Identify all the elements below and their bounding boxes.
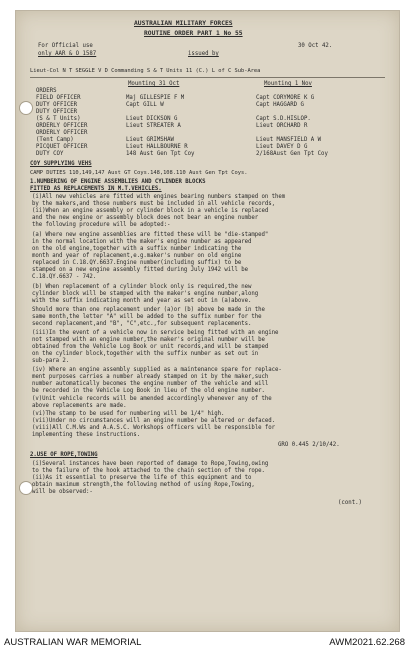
body-line: (v)Unit vehicle records will be amended accordingly whenever any of the xyxy=(32,396,272,402)
duty-role: PICQUET OFFICER xyxy=(36,144,88,150)
body-line: on the cylinder block,together with the suffix number as set out in xyxy=(32,351,259,357)
body-line: not stamped with an engine number,the maker's original number will be xyxy=(32,337,265,343)
body-line: be recorded in the Vehicle Log Book in lieu of the old engine number. xyxy=(32,388,265,394)
body-line: (ii)When an engine assembly or cylinder block in a vehicle is replaced xyxy=(32,208,269,214)
duty-officer-b: Lieut DAVEY D G xyxy=(256,144,308,150)
body-line: cylinder block will be stamped with the maker's engine number,along xyxy=(32,291,259,297)
duty-role: ORDERLY OFFICER xyxy=(36,130,88,136)
duty-role: FIELD OFFICER xyxy=(36,95,81,101)
body-line: (viii)All C.M.Ws and A.A.S.C. Workshops officers will be responsible for xyxy=(32,425,275,431)
commander-line: Lieut-Col N T SEGGLE V D Commanding S & T Units 11 (C.) L of C Sub-Area xyxy=(30,68,261,74)
duty-officer-b: Lieut ORCHARD R xyxy=(256,123,308,129)
official-use-note: For Official use xyxy=(38,43,93,49)
body-line: obtain maximum strength,the following method of using Rope,Towing, xyxy=(32,482,255,488)
body-line: second replacement,and "B", "C",etc.,for subsequent replacements. xyxy=(32,321,252,327)
section-heading-cont: FITTED AS REPLACEMENTS IN M.T.VEHICLES. xyxy=(30,186,162,192)
body-line: replaced in C.18.QY.6637.Engine number(including suffix) to be xyxy=(32,260,242,266)
body-line: and the new engine or assembly block does not bear an engine number xyxy=(32,215,259,221)
body-line: C.18.QY.6637 - 742. xyxy=(32,274,97,280)
body-line: by the makers,and those numbers must be included in all vehicle records, xyxy=(32,201,275,207)
duty-officer-b: Capt CORYMORE K G xyxy=(256,95,315,101)
duty-role: ORDERLY OFFICER xyxy=(36,123,88,129)
body-line: obtained from the Vehicle Log Book or unit records,and will be stamped xyxy=(32,344,269,350)
duty-officer-a: Lieut GRIMSHAW xyxy=(126,137,174,143)
accession-number: AWM2021.62.268 xyxy=(329,637,405,648)
body-line: (i)All new vehicles are fitted with engines bearing numbers stamped on them xyxy=(32,194,286,200)
duty-role: DUTY OFFICER xyxy=(36,109,78,115)
document-date: 30 Oct 42. xyxy=(298,43,333,49)
body-line: implementing these instructions. xyxy=(32,432,140,438)
duty-role: (S & T Units) xyxy=(36,116,81,122)
body-line: Should more than one replacement under (a)or (b) above be made in the xyxy=(32,307,265,313)
gro-reference: GRO 0.445 2/10/42. xyxy=(278,442,340,448)
body-line: ment purposes carries a number already stamped on it by the maker,such xyxy=(32,374,269,380)
body-line: the following procedure will be adopted:- xyxy=(32,222,171,228)
body-line: above replacements are made. xyxy=(32,403,127,409)
duty-officer-a: Maj GILLESPIE F M xyxy=(126,95,185,101)
header-rule xyxy=(30,77,385,78)
punch-hole-top xyxy=(19,101,33,115)
duty-officer-b: Lieut MANSFIELD A W xyxy=(256,137,322,143)
duty-officer-a: 148 Aust Gen Tpt Coy xyxy=(126,151,195,157)
body-line: (a) Where new engine assemblies are fitted these will be "die-stamped" xyxy=(32,232,269,238)
duty-role: ORDERS xyxy=(36,88,57,94)
body-line: number automatically becomes the engine number of the vehicle and will xyxy=(32,381,269,387)
duty-officer-a: Lieut STREATER A xyxy=(126,123,181,129)
duty-officer-b: Capt S.D.HISLOP. xyxy=(256,116,311,122)
body-line: (i)Several instances have been reported of damage to Rope,Towing,owing xyxy=(32,461,269,467)
duty-role: DUTY COY xyxy=(36,151,64,157)
issued-by-label: issued by xyxy=(188,51,219,57)
body-line: (b) When replacement of a cylinder block only is required,the new xyxy=(32,284,252,290)
document-page xyxy=(15,10,400,632)
body-line: (vi)The stamp to be used for numbering will be 1/4" high. xyxy=(32,411,225,417)
duty-officer-a: Capt GILL W xyxy=(126,102,164,108)
duties-col1-header: Mounting 31 Oct xyxy=(128,81,180,87)
body-line: with the suffix indicating month and year as set out in (a)above. xyxy=(32,298,252,304)
body-line: same month,the letter "A" will be added to the suffix number for the xyxy=(32,314,262,320)
body-line: (iv) Where an engine assembly supplied as a maintenance spare for replace- xyxy=(32,367,282,373)
document-subtitle: ROUTINE ORDER PART 1 No 55 xyxy=(144,30,243,37)
official-use-ref: only AAR & O 1587 xyxy=(38,51,97,57)
body-line: (iii)In the event of a vehicle now in service being fitted with an engine xyxy=(32,330,279,336)
duties-col2-header: Mounting 1 Nov xyxy=(264,81,312,87)
punch-hole-bottom xyxy=(19,481,33,495)
duty-officer-b: 2/168Aust Gen Tpt Coy xyxy=(256,151,328,157)
duty-role: DUTY OFFICER xyxy=(36,102,78,108)
body-line: on the old engine,together with a suffix number indicating the xyxy=(32,246,242,252)
body-line: month and year of replacement,e.g.maker's number on old engine xyxy=(32,253,242,259)
body-line: sub-para 2. xyxy=(32,358,70,364)
body-line: in the normal location with the maker's engine number as appeared xyxy=(32,239,252,245)
coy-supplying-vehs: COY SUPPLYING VEHS xyxy=(30,161,92,167)
archive-footer xyxy=(0,633,411,653)
continued-note: (cont.) xyxy=(338,500,362,506)
body-line: will be observed:- xyxy=(32,489,93,495)
duty-role: (Tent Camp) xyxy=(36,137,74,143)
document-title: AUSTRALIAN MILITARY FORCES xyxy=(134,20,233,27)
body-line: to the failure of the hook attached to the chain section of the rope. xyxy=(32,468,265,474)
body-line: (ii)As it essential to preserve the life of this equipment and to xyxy=(32,475,252,481)
duty-officer-a: Lieut HALLBOURNE R xyxy=(126,144,188,150)
body-line: stamped on a new engine assembly fitted during July 1942 will be xyxy=(32,267,248,273)
duty-officer-b: Capt HAGGARD G xyxy=(256,102,304,108)
section-2-heading: 2.USE OF ROPE,TOWING xyxy=(30,452,98,458)
section-heading: 1.NUMBERING OF ENGINE ASSEMBLIES AND CYLINDER BLOCKS xyxy=(30,179,206,185)
institution-label: AUSTRALIAN WAR MEMORIAL xyxy=(4,637,142,648)
body-line: (vii)Under no circumstances will an engine number be altered or defaced. xyxy=(32,418,275,424)
camp-duties: CAMP DUTIES 110,149,147 Aust GT Coys.148,108.110 Aust Gen Tpt Coys. xyxy=(30,170,248,176)
duty-officer-a: Lieut DICKSON G xyxy=(126,116,178,122)
